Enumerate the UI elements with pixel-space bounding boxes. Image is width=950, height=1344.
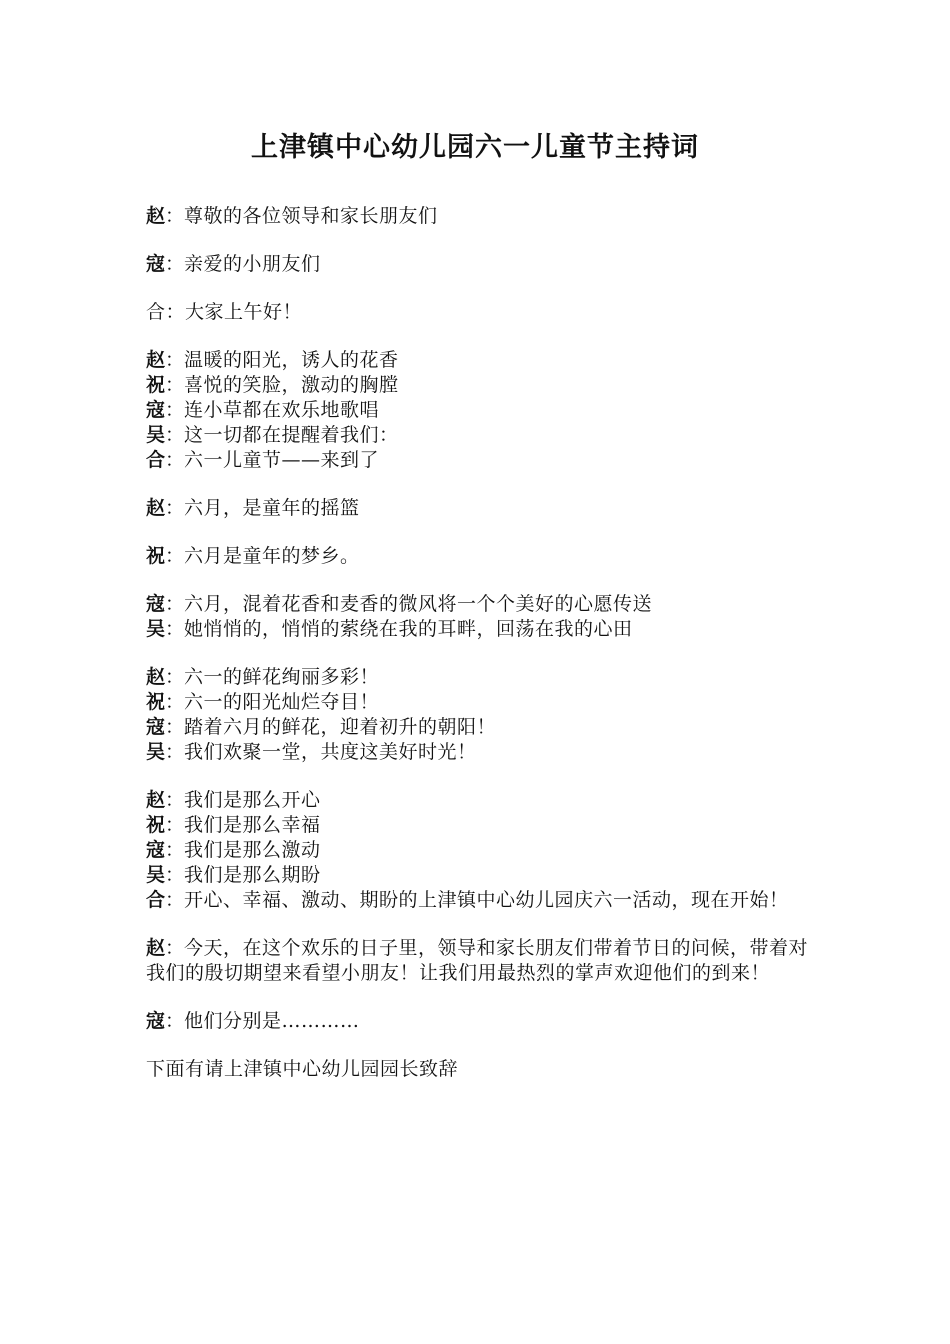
speaker-separator: ：: [165, 741, 185, 763]
speaker-separator: ：: [165, 666, 185, 688]
speaker-name: 祝: [146, 545, 166, 567]
speaker-separator: ：: [165, 545, 185, 567]
speaker-separator: ：: [165, 1010, 185, 1032]
line-text: 踏着六月的鲜花，迎着初升的朝阳！: [184, 716, 497, 738]
speaker-name: 赵: [146, 497, 166, 519]
script-body: [146, 204, 810, 1105]
script-line: [146, 813, 810, 838]
speaker-name: 寇: [146, 593, 166, 615]
line-text: 合：大家上午好！: [146, 301, 303, 323]
speaker-name: 寇: [146, 399, 166, 421]
speaker-separator: ：: [165, 716, 185, 738]
script-line: [146, 888, 810, 913]
line-text: 六月是童年的梦乡。: [184, 545, 360, 567]
speaker-separator: ：: [165, 691, 185, 713]
script-line: [146, 740, 810, 765]
speaker-name: 赵: [146, 666, 166, 688]
script-line: [146, 1057, 810, 1082]
script-line: [146, 204, 810, 229]
line-text: 六一的阳光灿烂夺目！: [184, 691, 380, 713]
line-text: 我们是那么幸福: [184, 814, 321, 836]
script-line: [146, 690, 810, 715]
line-text: 这一切都在提醒着我们：: [184, 424, 399, 446]
paragraph: [146, 788, 810, 913]
script-line: [146, 544, 810, 569]
speaker-separator: ：: [165, 937, 185, 959]
line-text: 喜悦的笑脸，激动的胸膛: [184, 374, 399, 396]
script-line: [146, 1009, 810, 1034]
script-line: [146, 300, 810, 325]
speaker-name: 祝: [146, 691, 166, 713]
script-line: [146, 373, 810, 398]
speaker-name: 合: [146, 449, 166, 471]
speaker-separator: ：: [165, 789, 185, 811]
speaker-name: 吴: [146, 741, 166, 763]
speaker-name: 赵: [146, 349, 166, 371]
speaker-separator: ：: [165, 864, 185, 886]
speaker-separator: ：: [165, 253, 185, 275]
speaker-name: 祝: [146, 814, 166, 836]
line-text: 温暖的阳光，诱人的花香: [184, 349, 399, 371]
line-text: 六月，是童年的摇篮: [184, 497, 360, 519]
paragraph: [146, 496, 810, 521]
speaker-separator: ：: [165, 205, 185, 227]
speaker-name: 吴: [146, 618, 166, 640]
paragraph: [146, 592, 810, 642]
paragraph: [146, 1009, 810, 1034]
line-text: 他们分别是…………: [184, 1010, 360, 1032]
paragraph: [146, 1057, 810, 1082]
script-line: [146, 592, 810, 617]
script-line: [146, 715, 810, 740]
line-text: 我们是那么期盼: [184, 864, 321, 886]
speaker-separator: ：: [165, 618, 185, 640]
script-line: [146, 863, 810, 888]
speaker-separator: ：: [165, 839, 185, 861]
speaker-separator: ：: [165, 424, 185, 446]
line-text: 连小草都在欢乐地歌唱: [184, 399, 380, 421]
speaker-separator: ：: [165, 497, 185, 519]
speaker-name: 寇: [146, 716, 166, 738]
line-text: 下面有请上津镇中心幼儿园园长致辞: [146, 1058, 459, 1080]
script-line: [146, 936, 810, 986]
speaker-name: 寇: [146, 839, 166, 861]
speaker-name: 吴: [146, 864, 166, 886]
line-text: 开心、幸福、激动、期盼的上津镇中心幼儿园庆六一活动，现在开始！: [184, 889, 789, 911]
script-line: [146, 496, 810, 521]
script-line: [146, 665, 810, 690]
speaker-separator: ：: [165, 814, 185, 836]
script-line: [146, 838, 810, 863]
speaker-separator: ：: [165, 399, 185, 421]
line-text: 六一儿童节——来到了: [184, 449, 380, 471]
paragraph: [146, 300, 810, 325]
speaker-name: 祝: [146, 374, 166, 396]
line-text: 我们欢聚一堂，共度这美好时光！: [184, 741, 477, 763]
script-line: [146, 398, 810, 423]
speaker-separator: ：: [165, 889, 185, 911]
line-text: 我们是那么激动: [184, 839, 321, 861]
speaker-name: 赵: [146, 205, 166, 227]
paragraph: [146, 204, 810, 229]
line-text: 我们是那么开心: [184, 789, 321, 811]
line-text: 亲爱的小朋友们: [184, 253, 321, 275]
speaker-name: 合: [146, 889, 166, 911]
speaker-name: 赵: [146, 937, 166, 959]
speaker-separator: ：: [165, 593, 185, 615]
script-line: [146, 348, 810, 373]
speaker-name: 吴: [146, 424, 166, 446]
script-line: [146, 423, 810, 448]
paragraph: [146, 348, 810, 473]
line-text: 她悄悄的，悄悄的萦绕在我的耳畔，回荡在我的心田: [184, 618, 633, 640]
line-text: 六月，混着花香和麦香的微风将一个个美好的心愿传送: [184, 593, 653, 615]
speaker-name: 寇: [146, 1010, 166, 1032]
speaker-separator: ：: [165, 374, 185, 396]
document-title: 上津镇中心幼儿园六一儿童节主持词: [251, 132, 699, 163]
script-line: [146, 252, 810, 277]
paragraph: [146, 544, 810, 569]
script-line: [146, 448, 810, 473]
line-text: 六一的鲜花绚丽多彩！: [184, 666, 380, 688]
speaker-separator: ：: [165, 349, 185, 371]
script-line: [146, 788, 810, 813]
paragraph: [146, 665, 810, 765]
line-text: 今天，在这个欢乐的日子里，领导和家长朋友们带着节日的问候，带着对我们的殷切期望来看望小朋友！让我们用最热烈的掌声欢迎他们的到来！: [146, 937, 809, 984]
speaker-name: 赵: [146, 789, 166, 811]
line-text: 尊敬的各位领导和家长朋友们: [184, 205, 438, 227]
speaker-name: 寇: [146, 253, 166, 275]
speaker-separator: ：: [165, 449, 185, 471]
paragraph: [146, 252, 810, 277]
paragraph: [146, 936, 810, 986]
script-line: [146, 617, 810, 642]
